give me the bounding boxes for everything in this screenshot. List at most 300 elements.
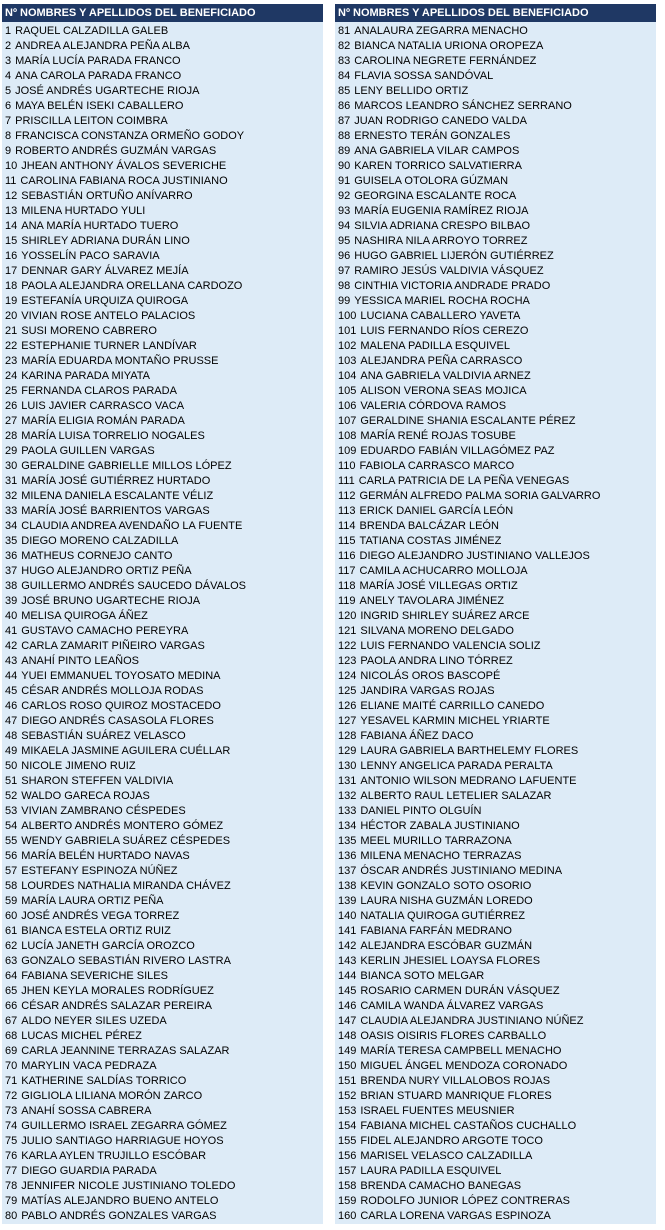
- beneficiary-name: MATÍAS ALEJANDRO BUENO ANTELO: [21, 1195, 219, 1207]
- beneficiary-name: NATALIA QUIROGA GUTIÉRREZ: [360, 910, 525, 922]
- table-row: [2, 564, 323, 579]
- row-number: 4: [5, 70, 12, 82]
- beneficiary-name: MIKAELA JASMINE AGUILERA CUÉLLAR: [21, 745, 231, 757]
- table-row: [335, 24, 656, 39]
- beneficiary-name: ESTEFANY ESPINOZA NÚÑEZ: [21, 865, 178, 877]
- row-number: 24: [5, 370, 18, 382]
- beneficiary-name: TATIANA COSTAS JIMÉNEZ: [359, 535, 502, 547]
- beneficiary-name: ALBERTO ANDRÉS MONTERO GÓMEZ: [21, 820, 224, 832]
- row-number: 17: [5, 265, 18, 277]
- table-row: [335, 894, 656, 909]
- row-number: 37: [5, 565, 18, 577]
- table-row: [2, 354, 323, 369]
- table-row: [335, 159, 656, 174]
- beneficiary-name: MIGUEL ÁNGEL MENDOZA CORONADO: [360, 1060, 568, 1072]
- beneficiary-name: RAMIRO JESÚS VALDIVIA VÁSQUEZ: [354, 265, 544, 277]
- table-row: [2, 189, 323, 204]
- row-number: 80: [5, 1210, 18, 1222]
- table-row: [2, 1179, 323, 1194]
- row-number: 12: [5, 190, 18, 202]
- row-number: 159: [338, 1195, 357, 1207]
- beneficiary-name: EDUARDO FABIÁN VILLAGÓMEZ PAZ: [360, 445, 555, 457]
- row-number: 53: [5, 805, 18, 817]
- table-body: [2, 22, 323, 1224]
- beneficiary-name: KAREN TORRICO SALVATIERRA: [354, 160, 522, 172]
- table-row: [335, 324, 656, 339]
- beneficiary-name: YESSICA MARIEL ROCHA ROCHA: [354, 295, 530, 307]
- beneficiary-name: SILVIA ADRIANA CRESPO BILBAO: [354, 220, 531, 232]
- row-number: 78: [5, 1180, 18, 1192]
- table-row: [2, 954, 323, 969]
- row-number: 3: [5, 55, 12, 67]
- beneficiary-name: HUGO ALEJANDRO ORTIZ PEÑA: [21, 565, 192, 577]
- row-number: 23: [5, 355, 18, 367]
- beneficiary-name: INGRID SHIRLEY SUÁREZ ARCE: [360, 610, 530, 622]
- table-row: [335, 549, 656, 564]
- table-row: [2, 1089, 323, 1104]
- table-row: [2, 549, 323, 564]
- table-row: [2, 279, 323, 294]
- row-number: 115: [338, 535, 356, 547]
- row-number: 9: [5, 145, 12, 157]
- beneficiary-name: DIEGO ANDRÉS CASASOLA FLORES: [21, 715, 214, 727]
- beneficiary-name: ALISON VERONA SEAS MOJICA: [360, 385, 527, 397]
- row-number: 106: [338, 400, 357, 412]
- beneficiary-name: ESTEPHANIE TURNER LANDÍVAR: [21, 340, 197, 352]
- row-number: 85: [338, 85, 351, 97]
- beneficiary-name: CÉSAR ANDRÉS SALAZAR PEREIRA: [21, 1000, 212, 1012]
- row-number: 132: [338, 790, 357, 802]
- beneficiary-name: ANELY TAVOLARA JIMÉNEZ: [359, 595, 505, 607]
- table-row: [335, 999, 656, 1014]
- table-row: [335, 624, 656, 639]
- beneficiary-name: GEORGINA ESCALANTE ROCA: [354, 190, 517, 202]
- table-row: [335, 714, 656, 729]
- row-number: 67: [5, 1015, 18, 1027]
- table-row: [335, 1119, 656, 1134]
- row-number: 141: [338, 925, 357, 937]
- row-number: 44: [5, 670, 18, 682]
- row-number: 56: [5, 850, 18, 862]
- beneficiary-name: MILENA HURTADO YULI: [21, 205, 146, 217]
- beneficiary-name: CARLA LORENA VARGAS ESPINOZA: [360, 1210, 551, 1222]
- table-row: [2, 39, 323, 54]
- table-row: [335, 1029, 656, 1044]
- row-number: 42: [5, 640, 18, 652]
- table-row: [2, 474, 323, 489]
- row-number: 27: [5, 415, 18, 427]
- beneficiary-name: CARLA JEANNINE TERRAZAS SALAZAR: [21, 1045, 230, 1057]
- row-number: 120: [338, 610, 357, 622]
- beneficiary-name: LUCÍA JANETH GARCÍA OROZCO: [21, 940, 195, 952]
- table-row: [2, 969, 323, 984]
- row-number: 116: [338, 550, 356, 562]
- row-number: 108: [338, 430, 357, 442]
- table-row: [335, 429, 656, 444]
- table-row: [2, 819, 323, 834]
- row-number: 34: [5, 520, 18, 532]
- beneficiary-name: GUILLERMO ISRAEL ZEGARRA GÓMEZ: [21, 1120, 227, 1132]
- table-row: [335, 309, 656, 324]
- beneficiary-name: ANA GABRIELA VALDIVIA ARNEZ: [360, 370, 531, 382]
- row-number: 99: [338, 295, 351, 307]
- beneficiary-name: ESTEFANÍA URQUIZA QUIROGA: [21, 295, 189, 307]
- row-number: 105: [338, 385, 357, 397]
- table-row: [335, 1164, 656, 1179]
- beneficiary-name: DENNAR GARY ÁLVAREZ MEJÍA: [21, 265, 189, 277]
- table-row: [335, 354, 656, 369]
- row-number: 92: [338, 190, 351, 202]
- beneficiary-name: ÓSCAR ANDRÉS JUSTINIANO MEDINA: [360, 865, 563, 877]
- beneficiary-name: VIVIAN ROSE ANTELO PALACIOS: [21, 310, 196, 322]
- row-number: 84: [338, 70, 351, 82]
- beneficiary-name: LUIS JAVIER CARRASCO VACA: [21, 400, 185, 412]
- row-number: 130: [338, 760, 357, 772]
- beneficiary-name: MARÍA JOSÉ BARRIENTOS VARGAS: [21, 505, 210, 517]
- row-number: 69: [5, 1045, 18, 1057]
- row-number: 46: [5, 700, 18, 712]
- beneficiary-name: VIVIAN ZAMBRANO CÉSPEDES: [21, 805, 186, 817]
- row-number: 146: [338, 1000, 357, 1012]
- beneficiary-name: ANA GABRIELA VILAR CAMPOS: [354, 145, 520, 157]
- table-row: [335, 729, 656, 744]
- table-row: [335, 909, 656, 924]
- table-row: [335, 1209, 656, 1224]
- row-number: 139: [338, 895, 357, 907]
- table-row: [335, 84, 656, 99]
- table-row: [2, 714, 323, 729]
- table-row: [335, 444, 656, 459]
- row-number: 54: [5, 820, 18, 832]
- beneficiary-name: WENDY GABRIELA SUÁREZ CÉSPEDES: [21, 835, 231, 847]
- row-number: 16: [5, 250, 18, 262]
- beneficiary-name: GONZALO SEBASTIÁN RIVERO LASTRA: [21, 955, 231, 967]
- row-number: 35: [5, 535, 18, 547]
- table-row: [2, 519, 323, 534]
- beneficiary-name: CLAUDIA ALEJANDRA JUSTINIANO NÚÑEZ: [360, 1015, 584, 1027]
- row-number: 157: [338, 1165, 357, 1177]
- table-row: [2, 309, 323, 324]
- table-row: [2, 1194, 323, 1209]
- beneficiary-name: MARÍA BELÉN HURTADO NAVAS: [21, 850, 190, 862]
- table-row: [335, 1104, 656, 1119]
- beneficiary-name: FABIANA FARFÁN MEDRANO: [360, 925, 512, 937]
- beneficiary-name: MARÍA TERESA CAMPBELL MENACHO: [360, 1045, 562, 1057]
- table-row: [335, 864, 656, 879]
- row-number: 58: [5, 880, 18, 892]
- beneficiary-name: HUGO GABRIEL LIJERÓN GUTIÉRREZ: [354, 250, 554, 262]
- table-row: [2, 879, 323, 894]
- beneficiary-name: RAQUEL CALZADILLA GALEB: [15, 25, 169, 37]
- table-row: [2, 774, 323, 789]
- table-row: [335, 204, 656, 219]
- row-number: 138: [338, 880, 357, 892]
- table-row: [2, 84, 323, 99]
- row-number: 74: [5, 1120, 18, 1132]
- table-row: [2, 1059, 323, 1074]
- beneficiary-name: PAOLA ALEJANDRA ORELLANA CARDOZO: [21, 280, 243, 292]
- row-number: 88: [338, 130, 351, 142]
- row-number: 110: [338, 460, 356, 472]
- row-number: 148: [338, 1030, 357, 1042]
- table-row: [335, 399, 656, 414]
- beneficiary-name: LUCAS MICHEL PÉREZ: [21, 1030, 142, 1042]
- table-row: [335, 1089, 656, 1104]
- beneficiary-name: BRENDA CAMACHO BANEGAS: [360, 1180, 522, 1192]
- row-number: 45: [5, 685, 18, 697]
- row-number: 22: [5, 340, 18, 352]
- row-number: 113: [338, 505, 356, 517]
- table-row: [2, 204, 323, 219]
- row-number: 135: [338, 835, 357, 847]
- table-row: [2, 249, 323, 264]
- beneficiary-name: CAMILA ACHUCARRO MOLLOJA: [359, 565, 528, 577]
- row-number: 76: [5, 1150, 18, 1162]
- row-number: 39: [5, 595, 18, 607]
- row-number: 96: [338, 250, 351, 262]
- beneficiary-name: ERICK DANIEL GARCÍA LEÓN: [359, 505, 514, 517]
- beneficiary-name: MARÍA ELIGIA ROMÁN PARADA: [21, 415, 185, 427]
- beneficiary-name: LUIS FERNANDO RÍOS CEREZO: [360, 325, 529, 337]
- table-row: [335, 1014, 656, 1029]
- row-number: 152: [338, 1090, 357, 1102]
- beneficiary-name: ANALAURA ZEGARRA MENACHO: [354, 25, 528, 37]
- beneficiary-name: ROSARIO CARMEN DURÁN VÁSQUEZ: [360, 985, 560, 997]
- beneficiary-name: FABIANA ÁÑEZ DACO: [360, 730, 474, 742]
- beneficiary-name: MARÍA JOSÉ GUTIÉRREZ HURTADO: [21, 475, 211, 487]
- beneficiary-name: MELISA QUIROGA ÁÑEZ: [21, 610, 148, 622]
- row-number: 147: [338, 1015, 357, 1027]
- beneficiary-table-right: [335, 4, 656, 1224]
- table-row: [2, 369, 323, 384]
- table-row: [335, 144, 656, 159]
- row-number: 52: [5, 790, 18, 802]
- row-number: 61: [5, 925, 18, 937]
- row-number: 109: [338, 445, 357, 457]
- table-row: [335, 54, 656, 69]
- beneficiary-name: SEBASTIÁN ORTUÑO ANÍVARRO: [21, 190, 193, 202]
- table-row: [2, 894, 323, 909]
- table-row: [335, 654, 656, 669]
- table-row: [2, 324, 323, 339]
- beneficiary-name: BIANCA ESTELA ORTIZ RUIZ: [21, 925, 171, 937]
- row-number: 70: [5, 1060, 18, 1072]
- beneficiary-name: FIDEL ALEJANDRO ARGOTE TOCO: [360, 1135, 543, 1147]
- beneficiary-name: SEBASTIÁN SUÁREZ VELASCO: [21, 730, 186, 742]
- beneficiary-name: ANA CAROLA PARADA FRANCO: [15, 70, 182, 82]
- table-row: [2, 1134, 323, 1149]
- table-row: [2, 1014, 323, 1029]
- beneficiary-name: BIANCA NATALIA URIONA OROPEZA: [354, 40, 544, 52]
- row-number: 21: [5, 325, 18, 337]
- row-number: 160: [338, 1210, 357, 1222]
- beneficiary-name: MARISEL VELASCO CALZADILLA: [360, 1150, 533, 1162]
- row-number: 79: [5, 1195, 18, 1207]
- beneficiary-name: YESAVEL KARMIN MICHEL YRIARTE: [360, 715, 550, 727]
- row-number: 66: [5, 1000, 18, 1012]
- row-number: 102: [338, 340, 357, 352]
- beneficiary-name: KERLIN JHESIEL LOAYSA FLORES: [360, 955, 541, 967]
- beneficiary-name: ANTONIO WILSON MEDRANO LAFUENTE: [360, 775, 577, 787]
- beneficiary-name: FABIANA SEVERICHE SILES: [21, 970, 168, 982]
- beneficiary-name: NICOLÁS OROS BASCOPÉ: [360, 670, 501, 682]
- table-row: [335, 1059, 656, 1074]
- row-number: 94: [338, 220, 351, 232]
- table-row: [2, 399, 323, 414]
- table-row: [335, 1179, 656, 1194]
- row-number: 125: [338, 685, 357, 697]
- beneficiary-name: MARÍA LUCÍA PARADA FRANCO: [15, 55, 181, 67]
- beneficiary-name: ALEJANDRA ESCÓBAR GUZMÁN: [360, 940, 533, 952]
- table-row: [2, 1119, 323, 1134]
- row-number: 124: [338, 670, 357, 682]
- row-number: 145: [338, 985, 357, 997]
- table-row: [335, 879, 656, 894]
- table-row: [335, 279, 656, 294]
- table-row: [335, 579, 656, 594]
- beneficiary-name: ANA MARÍA HURTADO TUERO: [21, 220, 179, 232]
- beneficiary-name: JOSÉ ANDRÉS UGARTECHE RIOJA: [15, 85, 200, 97]
- beneficiary-name: GERMÁN ALFREDO PALMA SORIA GALVARRO: [359, 490, 601, 502]
- table-row: [335, 834, 656, 849]
- row-number: 71: [5, 1075, 18, 1087]
- table-row: [2, 909, 323, 924]
- table-row: [335, 924, 656, 939]
- row-number: 51: [5, 775, 18, 787]
- row-number: 158: [338, 1180, 357, 1192]
- table-row: [2, 1029, 323, 1044]
- row-number: 5: [5, 85, 12, 97]
- table-row: [335, 1134, 656, 1149]
- table-row: [2, 144, 323, 159]
- table-row: [2, 534, 323, 549]
- row-number: 129: [338, 745, 357, 757]
- table-row: [335, 984, 656, 999]
- beneficiary-name: SHARON STEFFEN VALDIVIA: [21, 775, 174, 787]
- row-number: 91: [338, 175, 351, 187]
- table-row: [335, 684, 656, 699]
- table-row: [335, 114, 656, 129]
- row-number: 137: [338, 865, 357, 877]
- beneficiary-name: MILENA MENACHO TERRAZAS: [360, 850, 522, 862]
- row-number: 131: [338, 775, 357, 787]
- row-number: 97: [338, 265, 351, 277]
- beneficiary-name: ELIANE MAITÉ CARRILLO CANEDO: [360, 700, 545, 712]
- beneficiary-name: PRISCILLA LEITON COIMBRA: [15, 115, 168, 127]
- table-row: [335, 129, 656, 144]
- beneficiary-name: CARLA PATRICIA DE LA PEÑA VENEGAS: [358, 475, 570, 487]
- beneficiary-name: ANAHÍ PINTO LEAÑOS: [21, 655, 140, 667]
- row-number: 10: [5, 160, 18, 172]
- table-row: [2, 729, 323, 744]
- table-header: Nº NOMBRES Y APELLIDOS DEL BENEFICIADO: [335, 4, 656, 22]
- table-row: [335, 174, 656, 189]
- table-row: [2, 594, 323, 609]
- beneficiary-name: GUISELA OTOLORA GÚZMAN: [354, 175, 509, 187]
- table-row: [2, 864, 323, 879]
- table-row: [2, 294, 323, 309]
- table-row: [335, 369, 656, 384]
- row-number: 95: [338, 235, 351, 247]
- table-row: [335, 594, 656, 609]
- table-row: [335, 1149, 656, 1164]
- beneficiary-name: BRENDA NURY VILLALOBOS ROJAS: [360, 1075, 551, 1087]
- beneficiary-name: JUAN RODRIGO CANEDO VALDA: [354, 115, 528, 127]
- beneficiary-name: LENY BELLIDO ORTIZ: [354, 85, 469, 97]
- row-number: 31: [5, 475, 18, 487]
- row-number: 64: [5, 970, 18, 982]
- beneficiary-name: LAURA PADILLA ESQUIVEL: [360, 1165, 502, 1177]
- row-number: 14: [5, 220, 18, 232]
- table-row: [2, 114, 323, 129]
- table-row: [335, 564, 656, 579]
- table-row: [2, 54, 323, 69]
- row-number: 47: [5, 715, 18, 727]
- beneficiary-name: PAOLA ANDRA LINO TÓRREZ: [360, 655, 513, 667]
- row-number: 122: [338, 640, 357, 652]
- table-row: [335, 1194, 656, 1209]
- row-number: 60: [5, 910, 18, 922]
- row-number: 123: [338, 655, 357, 667]
- beneficiary-name: FABIOLA CARRASCO MARCO: [359, 460, 515, 472]
- beneficiary-name: LUCIANA CABALLERO YAVETA: [360, 310, 521, 322]
- table-row: [335, 39, 656, 54]
- row-number: 11: [5, 175, 17, 187]
- row-number: 63: [5, 955, 18, 967]
- row-number: 117: [338, 565, 356, 577]
- beneficiary-name: NICOLE JIMENO RUIZ: [21, 760, 136, 772]
- table-row: [2, 924, 323, 939]
- table-row: [335, 759, 656, 774]
- row-number: 154: [338, 1120, 357, 1132]
- beneficiary-name: JOSÉ BRUNO UGARTECHE RIOJA: [21, 595, 201, 607]
- row-number: 133: [338, 805, 357, 817]
- beneficiary-name: HÉCTOR ZABALA JUSTINIANO: [360, 820, 520, 832]
- beneficiary-name: KARLA AYLEN TRUJILLO ESCÓBAR: [21, 1150, 207, 1162]
- row-number: 126: [338, 700, 357, 712]
- table-row: [335, 804, 656, 819]
- table-row: [335, 744, 656, 759]
- row-number: 7: [5, 115, 12, 127]
- beneficiary-name: JULIO SANTIAGO HARRIAGUE HOYOS: [21, 1135, 224, 1147]
- table-row: [2, 804, 323, 819]
- row-number: 33: [5, 505, 18, 517]
- table-row: [2, 234, 323, 249]
- table-row: [2, 444, 323, 459]
- beneficiary-name: BRIAN STUARD MANRIQUE FLORES: [360, 1090, 552, 1102]
- row-number: 2: [5, 40, 12, 52]
- beneficiary-name: CINTHIA VICTORIA ANDRADE PRADO: [354, 280, 551, 292]
- table-row: [335, 264, 656, 279]
- beneficiary-name: ANAHÍ SOSSA CABRERA: [21, 1105, 152, 1117]
- table-row: [335, 219, 656, 234]
- beneficiary-name: JHEN KEYLA MORALES RODRÍGUEZ: [21, 985, 214, 997]
- beneficiary-name: LENNY ANGELICA PARADA PERALTA: [360, 760, 553, 772]
- beneficiary-name: FRANCISCA CONSTANZA ORMEÑO GODOY: [15, 130, 245, 142]
- table-row: [2, 264, 323, 279]
- row-number: 81: [338, 25, 351, 37]
- row-number: 93: [338, 205, 351, 217]
- table-row: [335, 504, 656, 519]
- beneficiary-name: MARÍA EUGENIA RAMÍREZ RIOJA: [354, 205, 529, 217]
- row-number: 30: [5, 460, 18, 472]
- table-row: [2, 159, 323, 174]
- row-number: 6: [5, 100, 12, 112]
- row-number: 121: [338, 625, 357, 637]
- table-body: [335, 22, 656, 1224]
- beneficiary-name: MEEL MURILLO TARRAZONA: [360, 835, 512, 847]
- table-row: [335, 384, 656, 399]
